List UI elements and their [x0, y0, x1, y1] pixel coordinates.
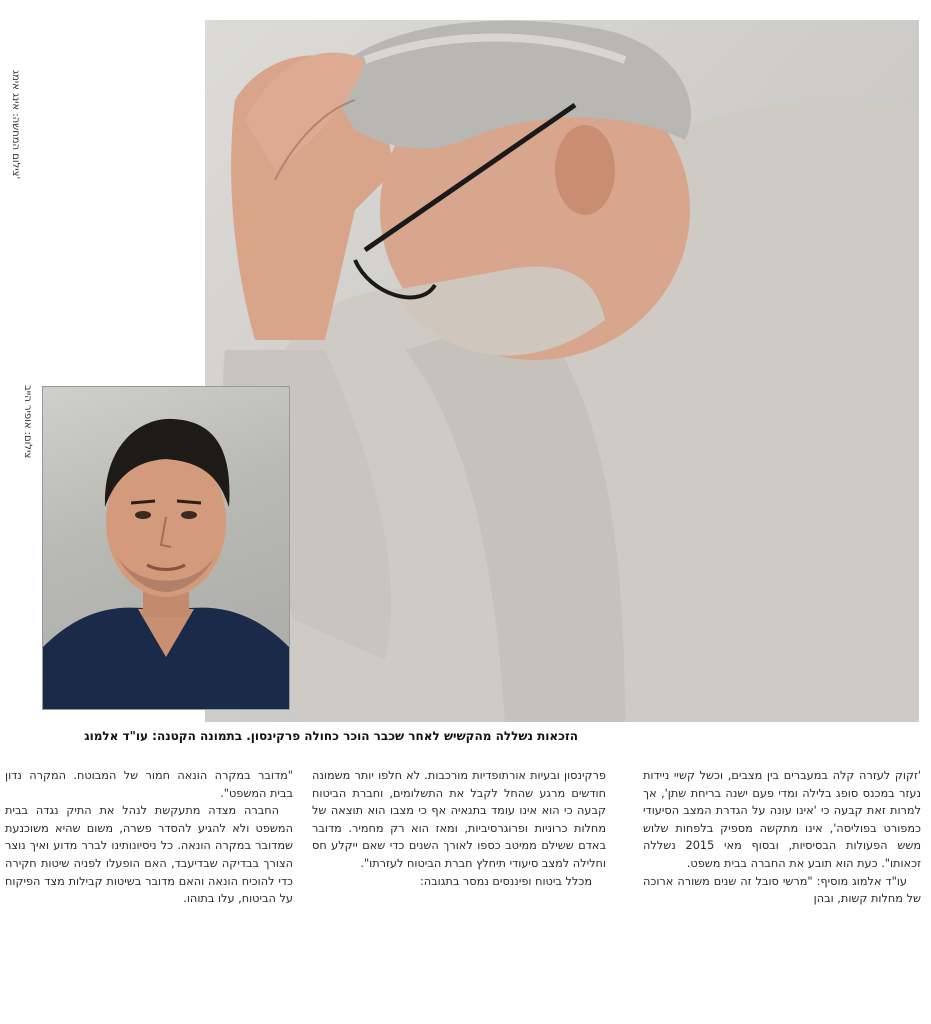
article-column-middle: [312, 767, 606, 890]
article-column-left: [5, 767, 293, 908]
paragraph: מכלל ביטוח ופיננסים נמסר בתגובה:: [419, 874, 592, 888]
paragraph: "מדובר במקרה הונאה חמור של המבוטח. המקרה נדון בבית המשפט".: [5, 769, 293, 800]
portrait-illustration: [43, 387, 289, 709]
paragraph: החברה מצדה מתעקשת לנהל את התיק נגדה בבית המשפט ולא להגיע להסדר פשרה, משום שהיא משוכנעת שמדובר במקרה הונאה. כל ניסיונותינו לברר מדוע ואיך נוצר הצורך בבדיקה שבדיעבד, האם הופעלו לפניה שיטות חקירה כדי להוכיח הונאה והאם מדובר בשיטות קבילות מצד הפיקוח על הביטוח, עלו בתוהו.: [5, 804, 293, 906]
paragraph: 'זקוק לעזרה קלה במעברים בין מצבים, וכשל קשיי ניידות נעזר במכנס סופג בלילה ומדי פעם ישנה בריחת שתן', אך למרות זאת קבעה כי 'אינו עונה על הגדרת המצב הסיעודי כמפורט בפוליסה', אינו מתקשה מספיק בלפחות שלוש משש הפעולות הבסיסיות, ובסוף מאי 2015 נשללה זכאותו". כעת הוא תובע את החברה בבית משפט.: [643, 769, 921, 870]
photo-credit-inset: צילום: אופיר הייב: [22, 385, 33, 459]
paragraph: פרקינסון ובעיות אורתופדיות מורכבות. לא חלפו יותר משמונה חודשים מרגע שהחל לקבל את התשלומים, וחברת הביטוח קבעה כי הוא אינו עומד בתנאיה אף כי מצבו הוא תוצאה של מחלות כרוניות ופרוגרסיביות, ומאז הוא רק מחמיר. מדובר באדם ששילם ממיטב כספו לאורך השנים כדי שאם ייקלע חס וחלילה למצב סיעודי תיחלץ חברת הביטוח לעזרתו".: [312, 769, 606, 870]
main-photo: [205, 20, 919, 722]
photo-credit-main: צילום המחשה: אינג אימג': [10, 70, 21, 180]
article-column-right: [643, 767, 921, 908]
elderly-man-illustration: [205, 20, 919, 722]
inset-portrait: [42, 386, 290, 710]
paragraph: עו"ד אלמוג מוסיף: "מרשי סובל זה שנים משורה ארוכה של מחלות קשות, ובהן: [643, 874, 921, 906]
photo-caption: הזכאות נשללה מהקשיש לאחר שכבר הוכר כחולה פרקינסון. בתמונה הקטנה: עו"ד אלמוג: [84, 729, 578, 743]
